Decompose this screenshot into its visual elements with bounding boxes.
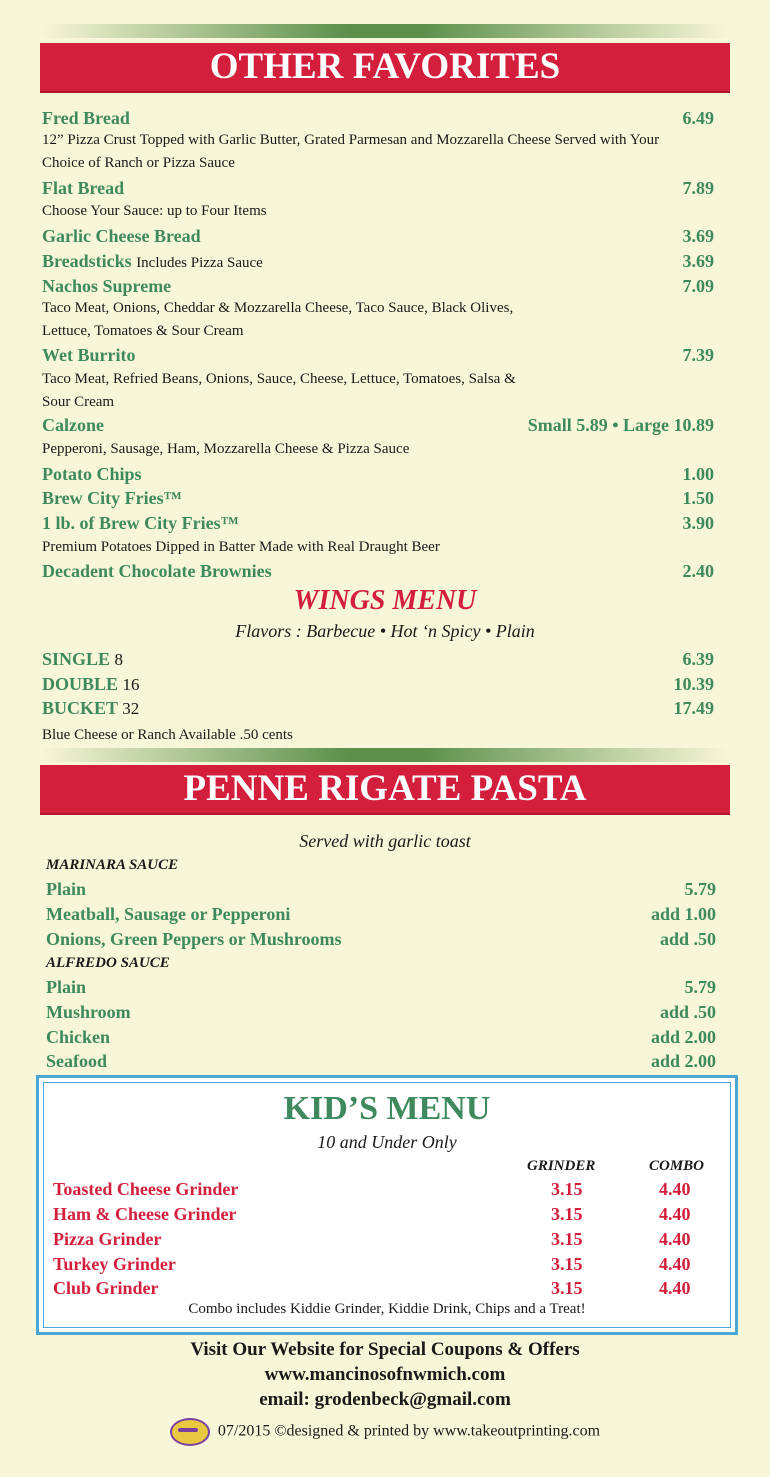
alfredo-label: ALFREDO SAUCE [46, 955, 170, 971]
item-price: 3.69 [682, 251, 714, 271]
kids-combo-price: 4.40 [659, 1204, 691, 1224]
footer-email-link[interactable]: email: grodenbeck@gmail.com [259, 1389, 511, 1410]
item-price: 5.79 [684, 977, 716, 997]
item-name: Meatball, Sausage or Pepperoni [46, 904, 291, 924]
footer-coupons-line: Visit Our Website for Special Coupons & Offers [190, 1339, 580, 1360]
item-price: 3.69 [682, 226, 714, 246]
item-description: Taco Meat, Onions, Cheddar & Mozzarella Cheese, Taco Sauce, Black Olives, Lettuce, Tomatoes & Sour Cream [42, 300, 514, 339]
item-name: Decadent Chocolate Brownies [42, 561, 272, 581]
kids-menu-title: KID’S MENU [283, 1090, 491, 1127]
wings-size-name: BUCKET [42, 698, 118, 718]
item-price: 5.79 [684, 879, 716, 899]
item-price: 1.50 [682, 488, 714, 508]
item-price: 7.09 [682, 276, 714, 296]
kids-grinder-price: 3.15 [551, 1179, 583, 1199]
wings-menu-title: WINGS MENU [293, 585, 477, 616]
grinder-column-header: GRINDER [527, 1158, 596, 1174]
kids-grinder-price: 3.15 [551, 1254, 583, 1274]
kids-grinder-price: 3.15 [551, 1278, 583, 1298]
kids-combo-price: 4.40 [659, 1278, 691, 1298]
kids-grinder-price: 3.15 [551, 1204, 583, 1224]
item-price: 6.39 [682, 649, 714, 669]
section-title: OTHER FAVORITES [209, 46, 561, 87]
section-title: PENNE RIGATE PASTA [183, 768, 587, 809]
wings-size [42, 674, 140, 695]
item-price: 7.39 [682, 345, 714, 365]
other-favorites-banner [40, 43, 730, 91]
wings-size-name: DOUBLE [42, 674, 119, 694]
wings-note: Blue Cheese or Ranch Available .50 cents [42, 727, 293, 743]
item-name: Fred Bread [42, 108, 130, 128]
decorative-gradient-bar [40, 748, 730, 762]
wings-count: 8 [114, 650, 124, 669]
item-price: 3.90 [682, 513, 714, 533]
marinara-label: MARINARA SAUCE [46, 857, 179, 873]
kids-item-name: Pizza Grinder [53, 1229, 162, 1249]
wings-count: 32 [122, 699, 140, 718]
footer-credit [0, 1418, 770, 1446]
kids-item-name: Ham & Cheese Grinder [53, 1204, 237, 1224]
kids-combo-price: 4.40 [659, 1229, 691, 1249]
wings-size-name: SINGLE [42, 649, 111, 669]
item-price: 17.49 [673, 698, 714, 718]
item-price: add 2.00 [650, 1027, 716, 1047]
item-name: Potato Chips [42, 464, 142, 484]
pasta-banner [40, 765, 730, 813]
item-description: Taco Meat, Refried Beans, Onions, Sauce, Cheese, Lettuce, Tomatoes, Salsa & Sour Cream [42, 371, 516, 410]
pasta-subtitle: Served with garlic toast [299, 831, 471, 851]
wings-flavors: Flavors : Barbecue • Hot ‘n Spicy • Plain [235, 621, 535, 641]
item-price: add 2.00 [650, 1051, 716, 1071]
item-price: 7.89 [682, 178, 714, 198]
item-name: Flat Bread [42, 178, 125, 198]
kids-menu-note: Combo includes Kiddie Grinder, Kiddie Drink, Chips and a Treat! [188, 1301, 586, 1317]
kids-combo-price: 4.40 [659, 1179, 691, 1199]
item-description: Pepperoni, Sausage, Ham, Mozzarella Cheese & Pizza Sauce [42, 441, 410, 457]
item-inline-note: Includes Pizza Sauce [136, 255, 263, 271]
item-description: Choose Your Sauce: up to Four Items [42, 203, 267, 219]
item-name: Calzone [42, 415, 104, 435]
item-name-with-note [42, 251, 263, 272]
kids-menu-box [36, 1075, 738, 1335]
item-name: Mushroom [46, 1002, 131, 1022]
item-price: add 1.00 [650, 904, 716, 924]
kids-grinder-price: 3.15 [551, 1229, 583, 1249]
item-price: add .50 [659, 1002, 716, 1022]
item-price: 1.00 [682, 464, 714, 484]
item-name: Plain [46, 879, 87, 899]
item-name: Breadsticks [42, 251, 132, 271]
combo-column-header: COMBO [649, 1158, 705, 1174]
item-name: Nachos Supreme [42, 276, 172, 296]
item-name: Seafood [46, 1051, 108, 1071]
item-price: 10.39 [673, 674, 714, 694]
kids-item-name: Turkey Grinder [53, 1254, 176, 1274]
takeout-printing-logo-icon [170, 1418, 210, 1446]
item-name: Plain [46, 977, 87, 997]
item-name: 1 lb. of Brew City Fries™ [42, 513, 239, 533]
wings-size [42, 649, 123, 670]
item-description: Premium Potatoes Dipped in Batter Made with Real Draught Beer [42, 539, 440, 555]
item-name: Brew City Fries™ [42, 488, 182, 508]
kids-item-name: Club Grinder [53, 1278, 159, 1298]
item-name: Chicken [46, 1027, 111, 1047]
decorative-gradient-bar [40, 24, 730, 38]
footer-website-link[interactable]: www.mancinosofnwmich.com [264, 1364, 506, 1385]
item-price: 2.40 [682, 561, 714, 581]
wings-size [42, 698, 139, 719]
wings-count: 16 [122, 675, 140, 694]
kids-item-name: Toasted Cheese Grinder [53, 1179, 239, 1199]
kids-combo-price: 4.40 [659, 1254, 691, 1274]
item-price: 6.49 [682, 108, 714, 128]
credit-text: 07/2015 ©designed & printed by www.takeoutprinting.com [217, 1422, 601, 1440]
item-name: Onions, Green Peppers or Mushrooms [46, 929, 342, 949]
item-price: add .50 [659, 929, 716, 949]
item-description: 12” Pizza Crust Topped with Garlic Butter, Grated Parmesan and Mozzarella Cheese Served with Your Choice of Ranch or Pizza Sauce [42, 132, 660, 171]
kids-menu-subtitle: 10 and Under Only [317, 1132, 457, 1152]
item-price: Small 5.89 • Large 10.89 [527, 415, 714, 435]
item-name: Garlic Cheese Bread [42, 226, 201, 246]
item-name: Wet Burrito [42, 345, 136, 365]
